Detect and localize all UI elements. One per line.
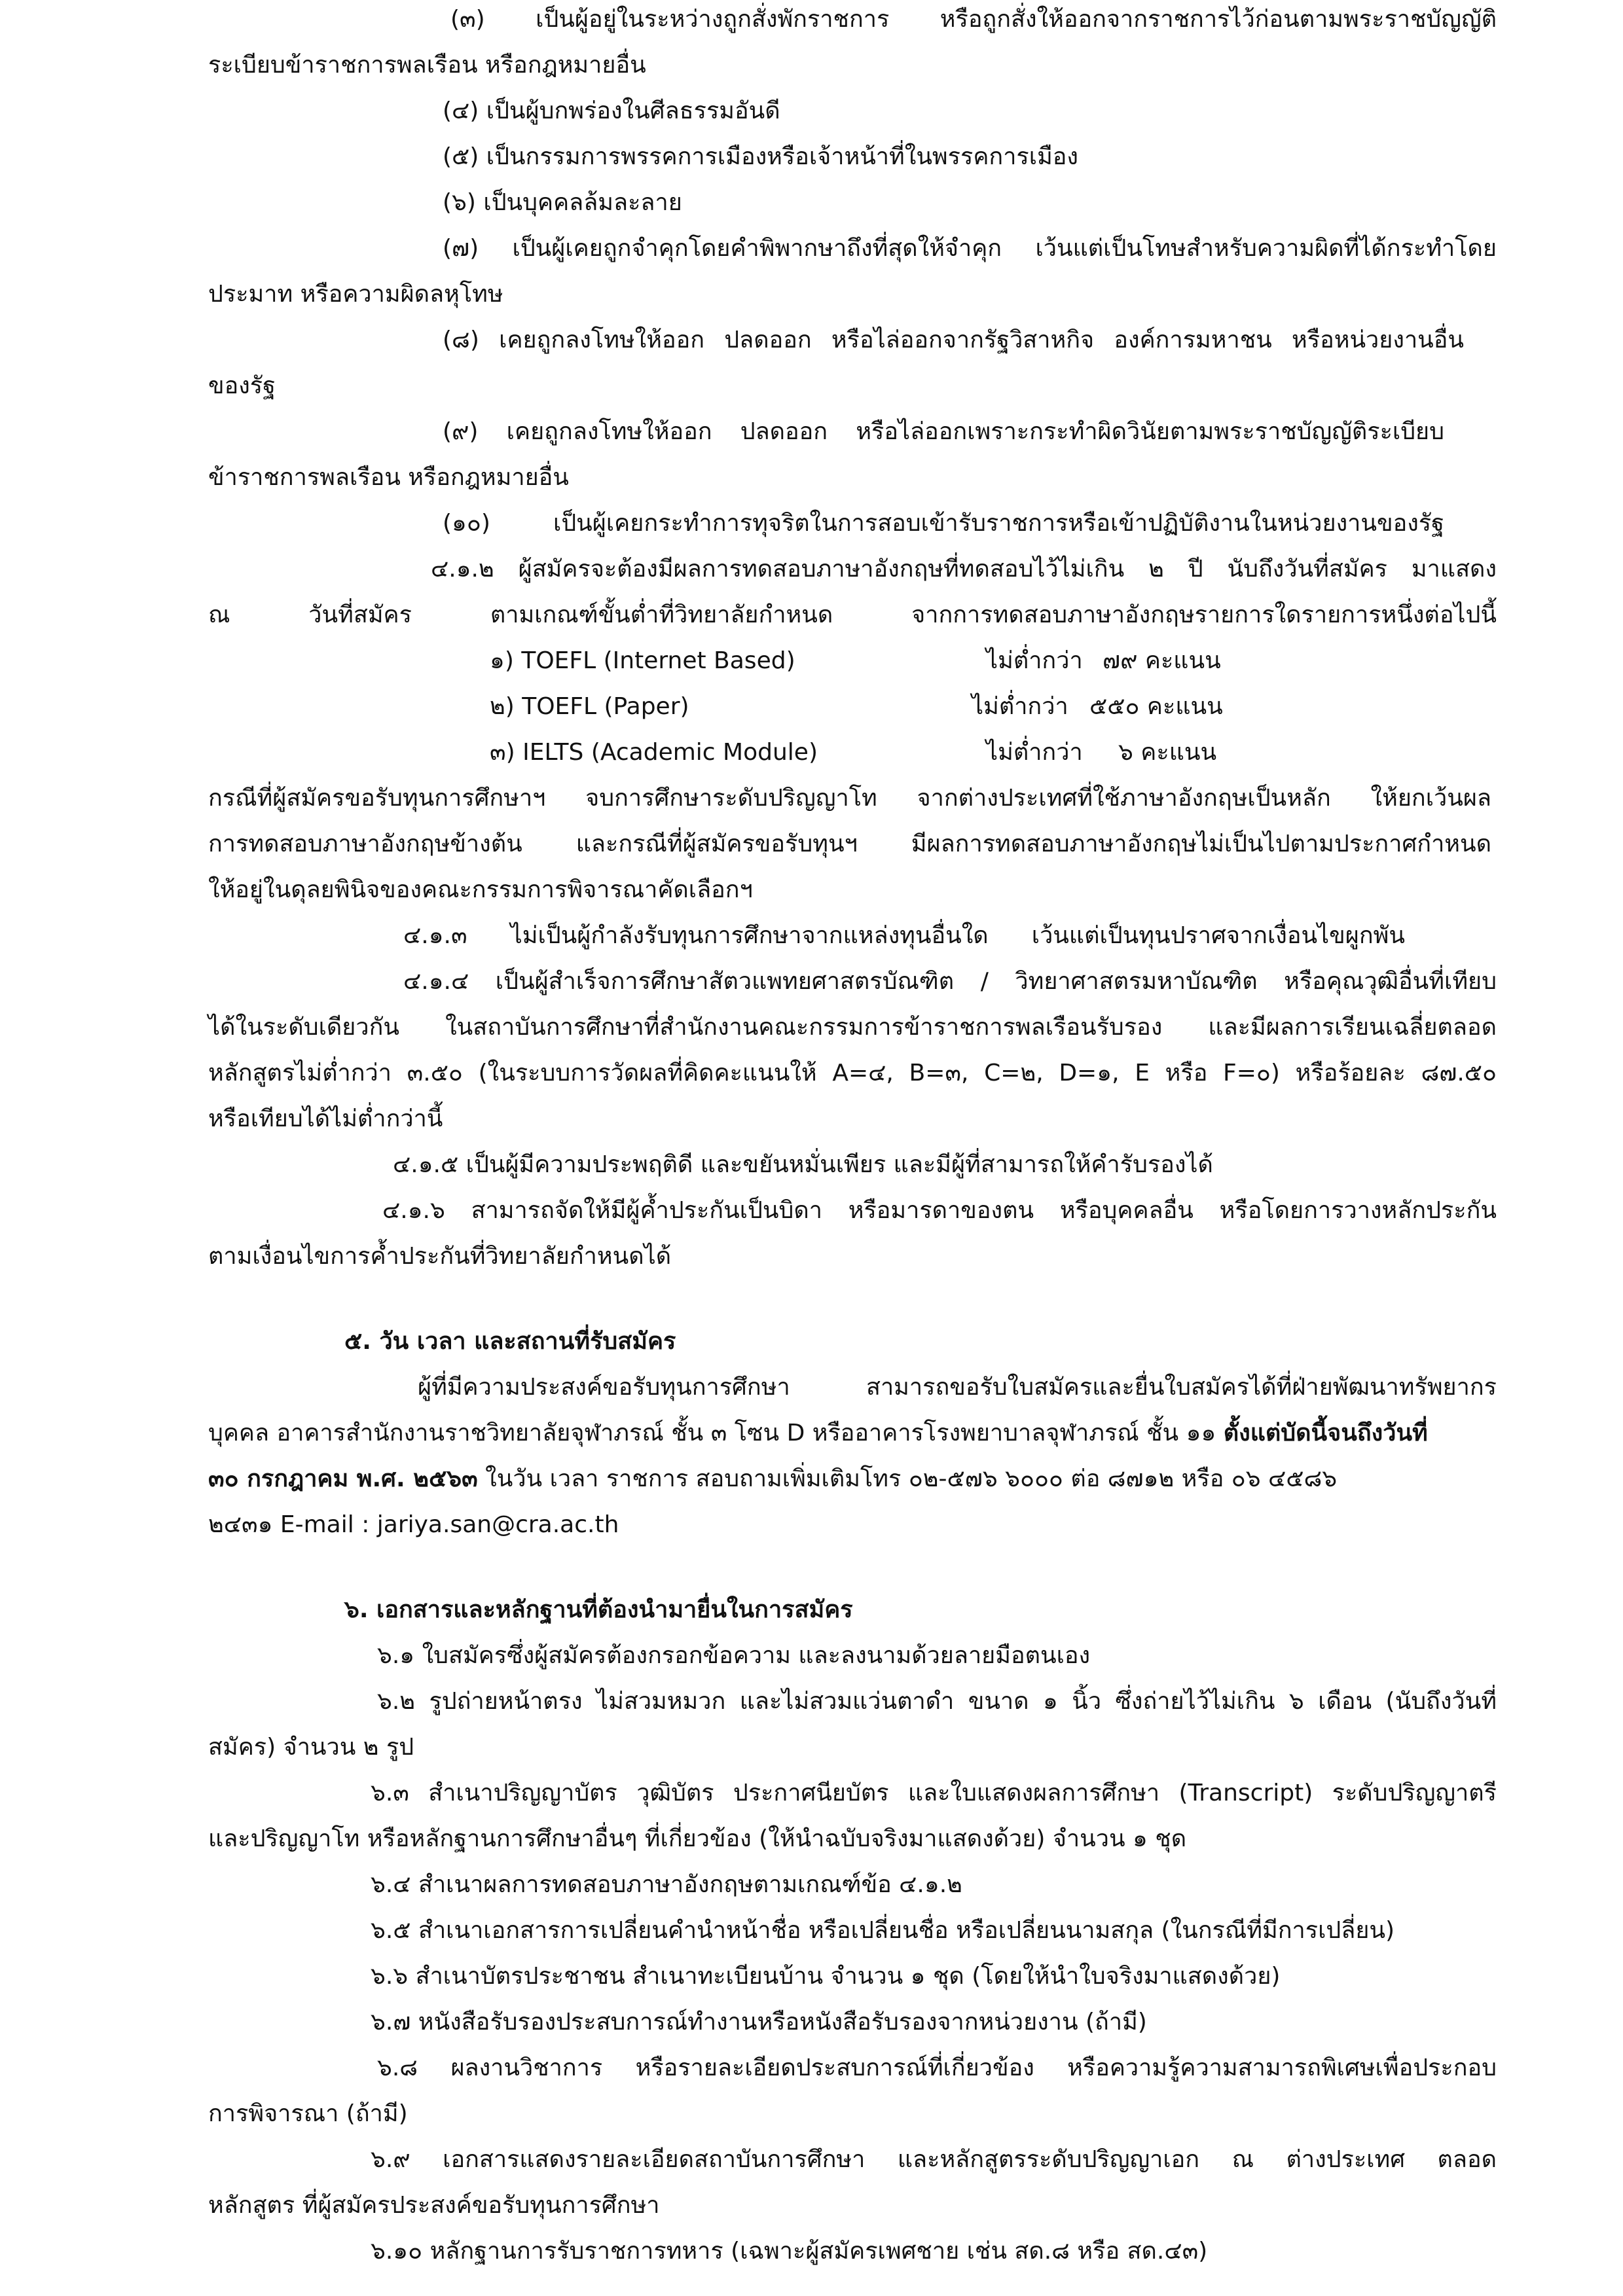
doc-6-8-cont: การพิจารณา (ถ้ามี) (208, 2100, 408, 2127)
section-5-deadline: ๓๐ กรกฎาคม พ.ศ. ๒๕๖๓ (208, 1465, 478, 1492)
clause-6: (๖) เป็นบุคคลล้มละลาย (443, 189, 682, 216)
clause-7: (๗) เป็นผู้เคยถูกจำคุกโดยคำพิพากษาถึงที่สุดให้จำคุก เว้นแต่เป็นโทษสำหรับความผิดที่ได้กระทำโดย (443, 235, 1497, 262)
clause-4-1-6-cont: ตามเงื่อนไขการค้ำประกันที่วิทยาลัยกำหนดได้ (208, 1243, 672, 1270)
section-5-email: ๒๔๓๑ E-mail : jariya.san@cra.ac.th (208, 1511, 619, 1538)
doc-6-9: ๖.๙ เอกสารแสดงรายละเอียดสถาบันการศึกษา และหลักสูตรระดับปริญญาเอก ณ ต่างประเทศ ตลอด (371, 2146, 1497, 2173)
section-6-heading: ๖. เอกสารและหลักฐานที่ต้องนำมายื่นในการสมัคร (344, 1596, 853, 1623)
doc-6-1: ๖.๑ ใบสมัครซึ่งผู้สมัครต้องกรอกข้อความ และลงนามด้วยลายมือตนเอง (377, 1642, 1091, 1669)
clause-4-1-4-cont: ได้ในระดับเดียวกัน ในสถาบันการศึกษาที่สำนักงานคณะกรรมการข้าราชการพลเรือนรับรอง และมีผลการเรียนเฉลี่ยตลอด (208, 1014, 1497, 1041)
section-5-date-start: ตั้งแต่บัดนี้จนถึงวันที่ (1223, 1420, 1428, 1446)
clause-4: (๔) เป็นผู้บกพร่องในศีลธรรมอันดี (443, 98, 780, 124)
test-name: ๒) TOEFL (Paper) (490, 693, 689, 720)
clause-5: (๕) เป็นกรรมการพรรคการเมืองหรือเจ้าหน้าที่ในพรรคการเมือง (443, 143, 1078, 170)
doc-6-2: ๖.๒ รูปถ่ายหน้าตรง ไม่สวมหมวก และไม่สวมแว่นตาดำ ขนาด ๑ นิ้ว ซึ่งถ่ายไว้ไม่เกิน ๖ เดือน (นับถึงวันที่ (377, 1688, 1497, 1715)
clause-7-cont: ประมาท หรือความผิดลหุโทษ (208, 281, 503, 308)
doc-6-3: ๖.๓ สำเนาปริญญาบัตร วุฒิบัตร ประกาศนียบัตร และใบแสดงผลการศึกษา (Transcript) ระดับปริญญาตรี (371, 1780, 1497, 1806)
clause-4-1-2-cont: ณ วันที่สมัคร ตามเกณฑ์ขั้นต่ำที่วิทยาลัยกำหนด จากการทดสอบภาษาอังกฤษรายการใดรายการหนึ่งต่อไปนี้ (208, 601, 1497, 628)
clause-9-cont: ข้าราชการพลเรือน หรือกฎหมายอื่น (208, 464, 569, 491)
clause-3-cont: ระเบียบข้าราชการพลเรือน หรือกฎหมายอื่น (208, 52, 646, 79)
doc-6-9-cont: หลักสูตร ที่ผู้สมัครประสงค์ขอรับทุนการศึกษา (208, 2192, 660, 2219)
clause-3: (๓) เป็นผู้อยู่ในระหว่างถูกสั่งพักราชการ หรือถูกสั่งให้ออกจากราชการไว้ก่อนตามพระราชบัญญัติ (450, 6, 1497, 33)
doc-6-7: ๖.๗ หนังสือรับรองประสบการณ์ทำงานหรือหนังสือรับรองจากหน่วยงาน (ถ้ามี) (371, 2009, 1147, 2036)
clause-4-1-3: ๔.๑.๓ ไม่เป็นผู้กำลังรับทุนการศึกษาจากแหล่งทุนอื่นใด เว้นแต่เป็นทุนปราศจากเงื่อนไขผูกพัน (403, 922, 1405, 949)
exemption-text-end: ให้อยู่ในดุลยพินิจของคณะกรรมการพิจารณาคัดเลือกฯ (208, 876, 753, 903)
test-score: ๕๕๐ คะแนน (1089, 693, 1223, 720)
clause-8: (๘) เคยถูกลงโทษให้ออก ปลดออก หรือไล่ออกจากรัฐวิสาหกิจ องค์การมหาชน หรือหน่วยงานอื่น (443, 327, 1464, 353)
clause-4-1-2: ๔.๑.๒ ผู้สมัครจะต้องมีผลการทดสอบภาษาอังกฤษที่ทดสอบไว้ไม่เกิน ๒ ปี นับถึงวันที่สมัคร มาแสดง (431, 556, 1497, 583)
clause-4-1-4-cont: หลักสูตรไม่ต่ำกว่า ๓.๕๐ (ในระบบการวัดผลที่คิดคะแนนให้ A=๔, B=๓, C=๒, D=๑, E หรือ F=๐) หรือร้อยละ ๘๗.๕๐ (208, 1060, 1497, 1086)
section-5-date-line (208, 1463, 1337, 1495)
doc-6-6: ๖.๖ สำเนาบัตรประชาชน สำเนาทะเบียนบ้าน จำนวน ๑ ชุด (โดยให้นำใบจริงมาแสดงด้วย) (371, 1963, 1281, 1990)
test-name: ๑) TOEFL (Internet Based) (490, 647, 795, 674)
section-5-location: บุคคล อาคารสำนักงานราชวิทยาลัยจุฬาภรณ์ ชั้น ๓ โซน D หรืออาคารโรงพยาบาลจุฬาภรณ์ ชั้น ๑๑ (208, 1420, 1224, 1446)
section-5-text: ผู้ที่มีความประสงค์ขอรับทุนการศึกษา สามารถขอรับใบสมัครและยื่นใบสมัครได้ที่ฝ่ายพัฒนาทรัพยากร (418, 1374, 1497, 1401)
test-requirement: ไม่ต่ำกว่า (972, 693, 1068, 720)
clause-10: (๑๐) เป็นผู้เคยกระทำการทุจริตในการสอบเข้ารับราชการหรือเข้าปฏิบัติงานในหน่วยงานของรัฐ (443, 510, 1444, 537)
clause-8-cont: ของรัฐ (208, 372, 276, 399)
test-score: ๖ คะแนน (1118, 739, 1217, 766)
doc-6-2-cont: สมัคร) จำนวน ๒ รูป (208, 1734, 414, 1761)
exemption-text: กรณีที่ผู้สมัครขอรับทุนการศึกษาฯ จบการศึกษาระดับปริญญาโท จากต่างประเทศที่ใช้ภาษาอังกฤษเป็นหลัก ให้ยกเว้นผล (208, 785, 1491, 812)
doc-6-10: ๖.๑๐ หลักฐานการรับราชการทหาร (เฉพาะผู้สมัครเพศชาย เช่น สด.๘ หรือ สด.๔๓) (371, 2238, 1208, 2265)
clause-9: (๙) เคยถูกลงโทษให้ออก ปลดออก หรือไล่ออกเพราะกระทำผิดวินัยตามพระราชบัญญัติระเบียบ (443, 418, 1444, 445)
doc-6-4: ๖.๔ สำเนาผลการทดสอบภาษาอังกฤษตามเกณฑ์ข้อ ๔.๑.๒ (371, 1871, 962, 1898)
exemption-text-cont: การทดสอบภาษาอังกฤษข้างต้น และกรณีที่ผู้สมัครขอรับทุนฯ มีผลการทดสอบภาษาอังกฤษไม่เป็นไปตามประกาศกำหนด (208, 831, 1491, 857)
clause-4-1-4-end: หรือเทียบได้ไม่ต่ำกว่านี้ (208, 1105, 443, 1132)
section-5-contact: ในวัน เวลา ราชการ สอบถามเพิ่มเติมโทร ๐๒-๕๗๖ ๖๐๐๐ ต่อ ๘๗๑๒ หรือ ๐๖ ๔๕๘๖ (477, 1465, 1338, 1492)
clause-4-1-4: ๔.๑.๔ เป็นผู้สำเร็จการศึกษาสัตวแพทยศาสตรบัณฑิต / วิทยาศาสตรมหาบัณฑิต หรือคุณวุฒิอื่นที่เทียบ (403, 968, 1497, 995)
test-requirement: ไม่ต่ำกว่า (986, 739, 1083, 766)
clause-4-1-5: ๔.๑.๕ เป็นผู้มีความประพฤติดี และขยันหมั่นเพียร และมีผู้ที่สามารถให้คำรับรองได้ (393, 1151, 1213, 1178)
section-5-heading: ๕. วัน เวลา และสถานที่รับสมัคร (344, 1328, 676, 1355)
test-score: ๗๙ คะแนน (1103, 647, 1221, 674)
doc-6-5: ๖.๕ สำเนาเอกสารการเปลี่ยนคำนำหน้าชื่อ หรือเปลี่ยนชื่อ หรือเปลี่ยนนามสกุล (ในกรณีที่มีการเปลี่ยน) (371, 1917, 1395, 1944)
test-requirement: ไม่ต่ำกว่า (986, 647, 1083, 674)
section-5-text-cont (208, 1418, 1497, 1449)
doc-6-3-cont: และปริญญาโท หรือหลักฐานการศึกษาอื่นๆ ที่เกี่ยวข้อง (ให้นำฉบับจริงมาแสดงด้วย) จำนวน ๑ ชุด (208, 1825, 1187, 1852)
test-name: ๓) IELTS (Academic Module) (490, 739, 818, 766)
clause-4-1-6: ๔.๑.๖ สามารถจัดให้มีผู้ค้ำประกันเป็นบิดา หรือมารดาของตน หรือบุคคลอื่น หรือโดยการวางหลักประกัน (382, 1197, 1497, 1224)
doc-6-8: ๖.๘ ผลงานวิชาการ หรือรายละเอียดประสบการณ์ที่เกี่ยวข้อง หรือความรู้ความสามารถพิเศษเพื่อประกอบ (377, 2054, 1497, 2081)
